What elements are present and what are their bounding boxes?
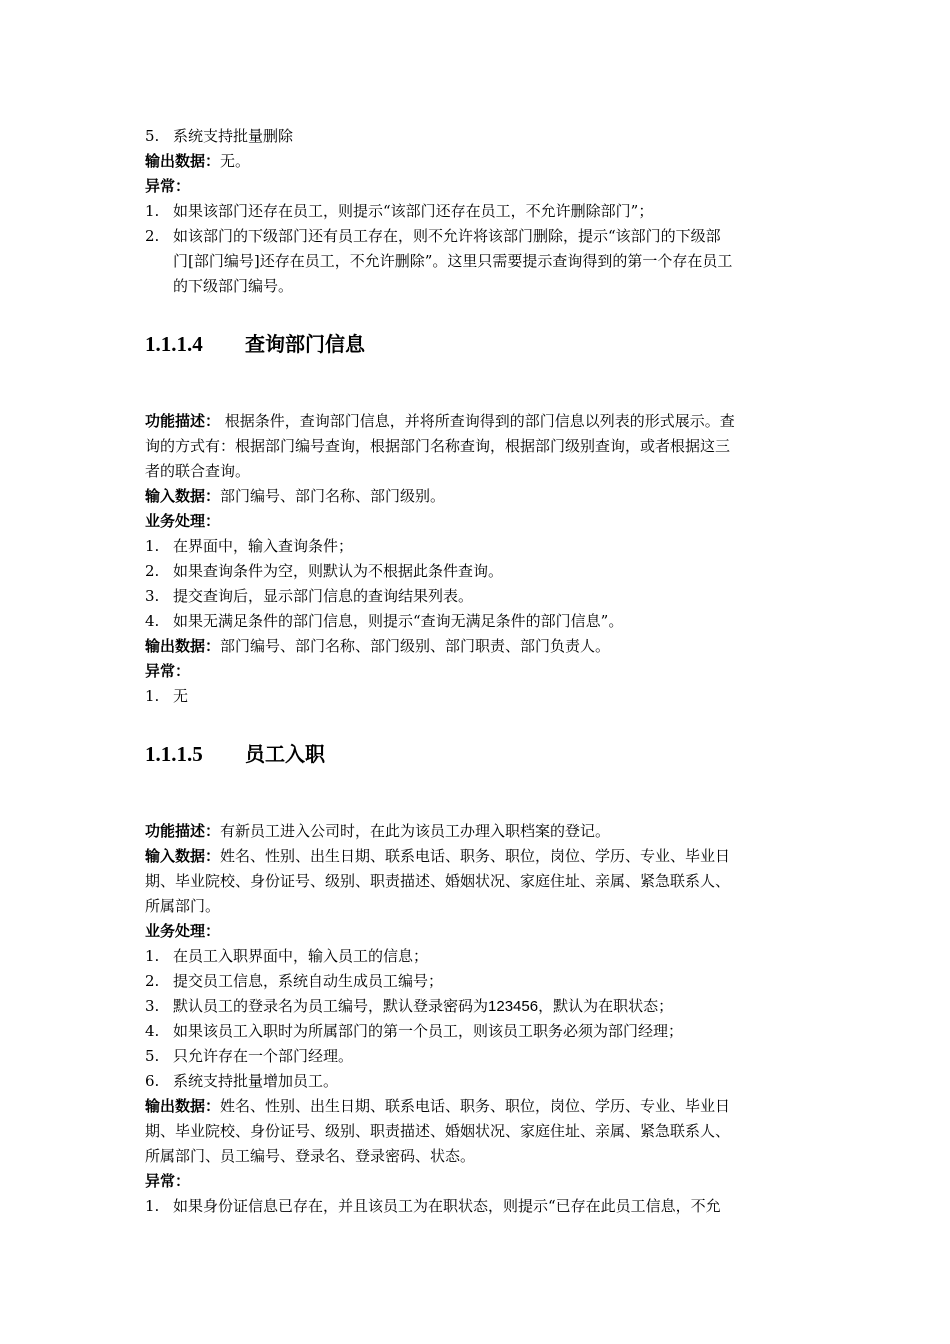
- exception-heading: [145, 174, 807, 199]
- input-label: 输入数据：: [145, 487, 221, 505]
- list-text: 提交查询后，显示部门信息的查询结果列表。: [173, 587, 474, 605]
- list-number: 2.: [145, 972, 160, 990]
- list-item: [145, 199, 807, 224]
- list-number: 1.: [145, 202, 160, 220]
- output-text: 姓名、性别、出生日期、联系电话、职务、职位，岗位、学历、专业、毕业日: [220, 1097, 731, 1115]
- output-data-line: [145, 1094, 807, 1119]
- list-item: [145, 124, 807, 149]
- process-label: 业务处理：: [145, 922, 221, 940]
- list-item: [145, 1069, 807, 1094]
- list-item: [145, 559, 807, 584]
- list-number: 2.: [145, 562, 160, 580]
- list-item: [145, 684, 807, 709]
- list-text: 提交员工信息，系统自动生成员工编号；: [173, 972, 444, 990]
- input-text-continuation: 所属部门。: [145, 897, 221, 915]
- input-text: 姓名、性别、出生日期、联系电话、职务、职位，岗位、学历、专业、毕业日: [220, 847, 731, 865]
- list-item: [145, 1019, 807, 1044]
- list-number: 4.: [145, 1022, 160, 1040]
- function-description-line: [145, 409, 807, 434]
- exception-heading: [145, 659, 807, 684]
- list-text: 无: [173, 687, 189, 705]
- list-number: 6.: [145, 1072, 160, 1090]
- list-number: 1.: [145, 537, 160, 555]
- list-text: 如果该员工入职时为所属部门的第一个员工，则该员工职务必须为部门经理；: [173, 1022, 684, 1040]
- list-number: 4.: [145, 612, 160, 630]
- list-text: ，默认为在职状态；: [538, 997, 674, 1015]
- section-number: 1.1.1.5: [145, 742, 203, 766]
- section-title: 查询部门信息: [245, 332, 365, 356]
- list-item: [145, 994, 807, 1019]
- section-heading: [145, 323, 807, 365]
- list-item: [145, 534, 807, 559]
- list-item: [145, 944, 807, 969]
- list-text: 只允许存在一个部门经理。: [173, 1047, 354, 1065]
- input-data-line: [145, 484, 807, 509]
- output-data-line: [145, 634, 807, 659]
- list-text: 系统支持批量删除: [173, 127, 294, 145]
- list-item: [145, 609, 807, 634]
- function-label: 功能描述：: [145, 412, 221, 430]
- output-text-continuation: 期、毕业院校、身份证号、级别、职责描述、婚姻状况、家庭住址、亲属、紧急联系人、: [145, 1122, 731, 1140]
- function-text: 根据条件，查询部门信息，并将所查询得到的部门信息以列表的形式展示。查: [220, 412, 735, 430]
- list-text: 如果该部门还存在员工，则提示“该部门还存在员工，不允许删除部门”；: [173, 202, 654, 220]
- exception-label: 异常：: [145, 1172, 191, 1190]
- output-text: 无。: [220, 152, 251, 170]
- list-number: 3.: [145, 997, 160, 1015]
- input-text-continuation: 期、毕业院校、身份证号、级别、职责描述、婚姻状况、家庭住址、亲属、紧急联系人、: [145, 872, 731, 890]
- list-number: 2.: [145, 227, 160, 245]
- list-item: [145, 224, 807, 249]
- function-text-continuation: 询的方式有：根据部门编号查询，根据部门名称查询，根据部门级别查询，或者根据这三: [145, 437, 731, 455]
- function-text-continuation: 者的联合查询。: [145, 462, 251, 480]
- section-title: 员工入职: [245, 742, 325, 766]
- list-item: [145, 969, 807, 994]
- list-item: [145, 584, 807, 609]
- list-item: [145, 1194, 807, 1219]
- document-page: [145, 124, 807, 1219]
- list-number: 1.: [145, 1197, 160, 1215]
- list-item-continuation: 的下级部门编号。: [173, 277, 294, 295]
- list-number: 1.: [145, 947, 160, 965]
- output-text: 部门编号、部门名称、部门级别、部门职责、部门负责人。: [220, 637, 611, 655]
- process-heading: [145, 509, 807, 534]
- list-text: 默认员工的登录名为员工编号，默认登录密码为: [173, 997, 489, 1015]
- list-number: 5.: [145, 127, 160, 145]
- list-text: 系统支持批量增加员工。: [173, 1072, 339, 1090]
- output-data-line: [145, 149, 807, 174]
- input-text: 部门编号、部门名称、部门级别。: [220, 487, 446, 505]
- list-text: 如果身份证信息已存在，并且该员工为在职状态，则提示“已存在此员工信息，不允: [173, 1197, 721, 1215]
- list-item: [145, 1044, 807, 1069]
- list-text: 如该部门的下级部门还有员工存在，则不允许将该部门删除，提示“该部门的下级部: [173, 227, 721, 245]
- output-label: 输出数据：: [145, 637, 221, 655]
- output-label: 输出数据：: [145, 1097, 221, 1115]
- process-label: 业务处理：: [145, 512, 221, 530]
- list-text: 如果查询条件为空，则默认为不根据此条件查询。: [173, 562, 504, 580]
- process-heading: [145, 919, 807, 944]
- list-number: 5.: [145, 1047, 160, 1065]
- function-text: 有新员工进入公司时，在此为该员工办理入职档案的登记。: [220, 822, 611, 840]
- list-number: 3.: [145, 587, 160, 605]
- exception-label: 异常：: [145, 177, 191, 195]
- default-password: 123456: [488, 998, 539, 1015]
- list-text: 如果无满足条件的部门信息，则提示“查询无满足条件的部门信息”。: [173, 612, 624, 630]
- output-text-continuation: 所属部门、员工编号、登录名、登录密码、状态。: [145, 1147, 476, 1165]
- section-heading: [145, 733, 807, 775]
- section-number: 1.1.1.4: [145, 332, 203, 356]
- exception-heading: [145, 1169, 807, 1194]
- input-label: 输入数据：: [145, 847, 221, 865]
- exception-label: 异常：: [145, 662, 191, 680]
- function-label: 功能描述：: [145, 822, 221, 840]
- list-number: 1.: [145, 687, 160, 705]
- list-text: 在员工入职界面中，输入员工的信息；: [173, 947, 429, 965]
- function-description-line: [145, 819, 807, 844]
- input-data-line: [145, 844, 807, 869]
- output-label: 输出数据：: [145, 152, 221, 170]
- list-item-continuation: 门[部门编号]还存在员工，不允许删除”。这里只需要提示查询得到的第一个存在员工: [173, 252, 733, 270]
- list-text: 在界面中，输入查询条件；: [173, 537, 354, 555]
